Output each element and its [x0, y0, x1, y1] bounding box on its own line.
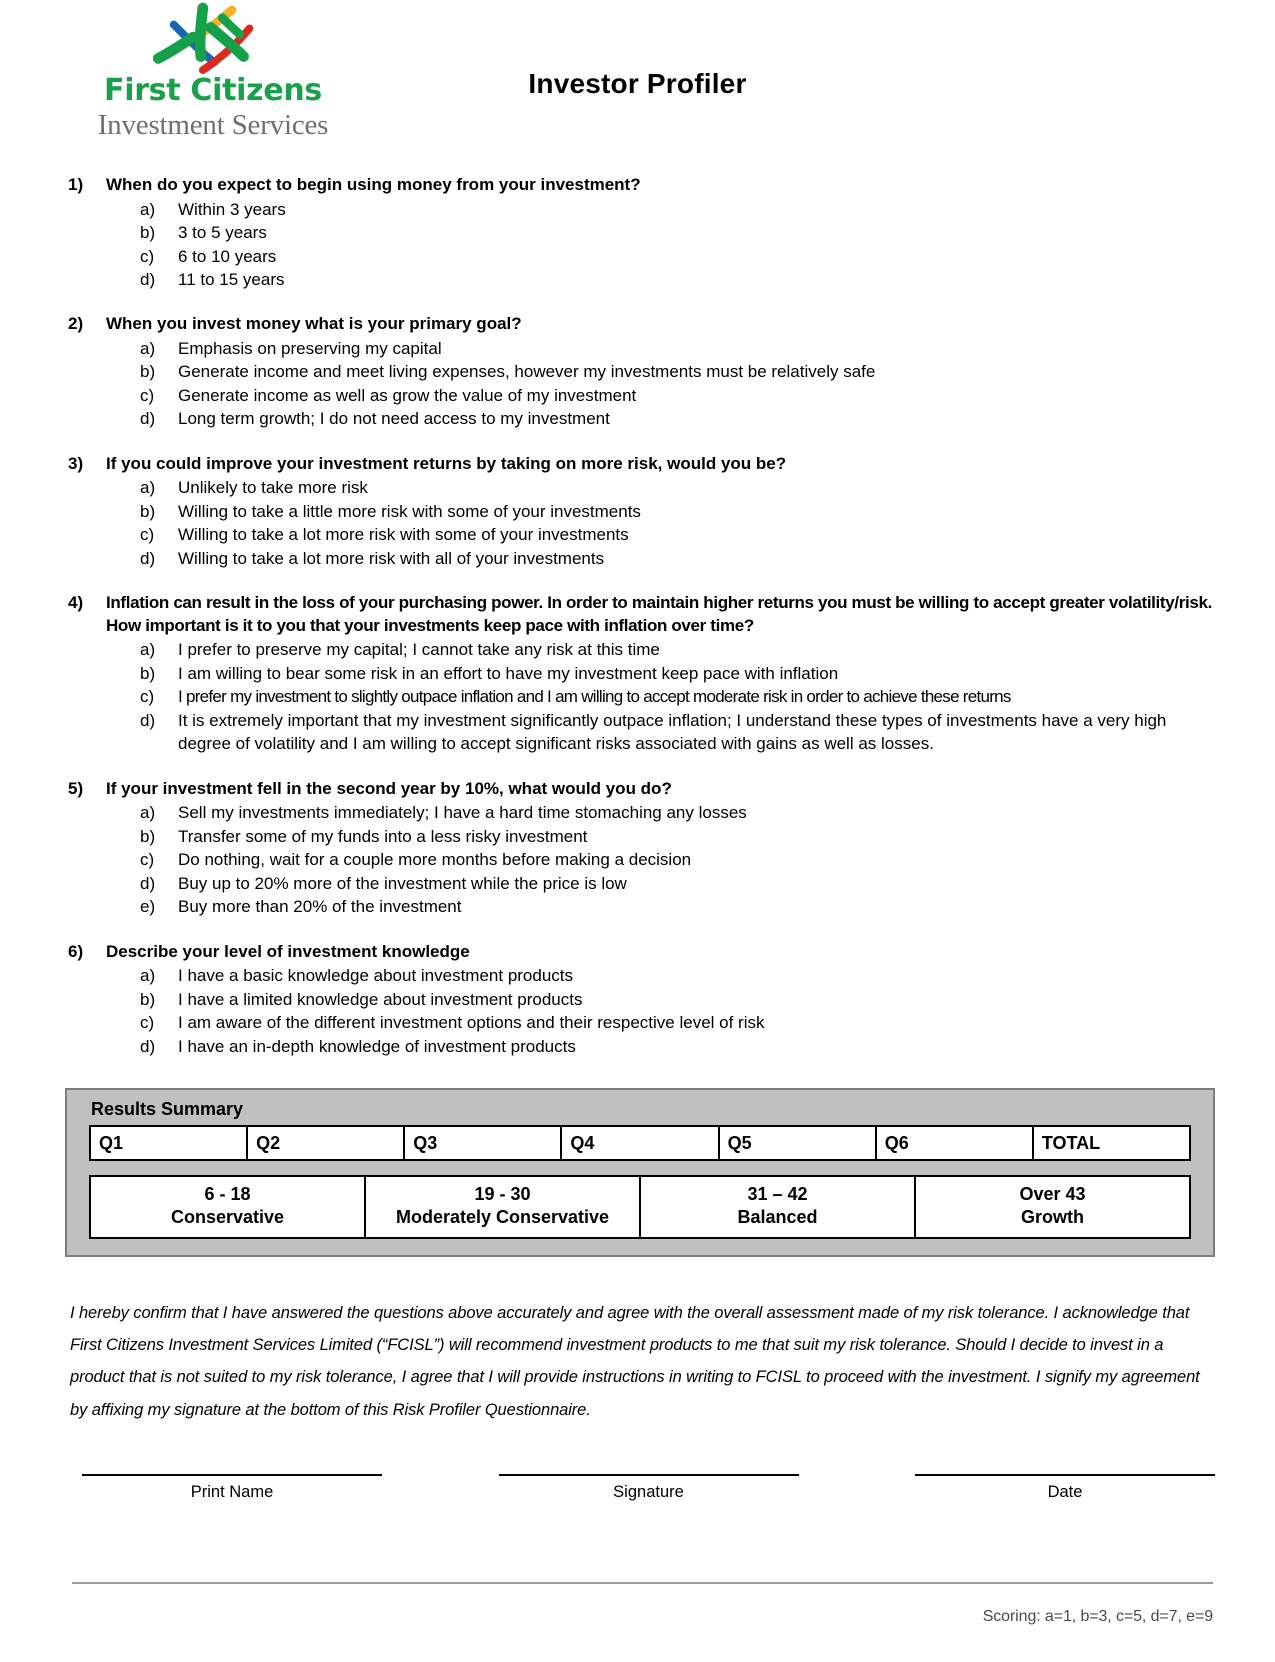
- option-letter: d): [140, 873, 156, 893]
- category-range: 6 - 18: [204, 1184, 251, 1205]
- option-text: Buy up to 20% more of the investment while the price is low: [178, 873, 627, 893]
- option-row[interactable]: [68, 825, 1215, 848]
- signature-line: [499, 1474, 799, 1476]
- option-list: [68, 964, 1215, 1058]
- option-text: Within 3 years: [178, 199, 286, 219]
- option-letter: c): [140, 1013, 155, 1033]
- option-text: Do nothing, wait for a couple more months before making a decision: [178, 850, 692, 870]
- question-block-4: [68, 592, 1215, 755]
- signature-row: [82, 1474, 1215, 1502]
- option-letter: a): [140, 339, 156, 359]
- score-header-total: TOTAL: [1033, 1126, 1190, 1160]
- score-header-q5: Q5: [719, 1126, 876, 1160]
- page-title: Investor Profiler: [528, 68, 747, 99]
- option-text: Unlikely to take more risk: [178, 478, 368, 498]
- signature-field-date[interactable]: [915, 1474, 1215, 1502]
- signature-field-signature[interactable]: [499, 1474, 799, 1502]
- option-text: I prefer my investment to slightly outpace inflation and I am willing to accept moderate risk in order to achieve these returns: [178, 687, 1011, 707]
- option-list: [68, 638, 1215, 755]
- option-letter: a): [140, 966, 156, 986]
- category-range: 31 – 42: [747, 1184, 808, 1205]
- question-block-2: [68, 313, 1215, 430]
- question-block-5: [68, 778, 1215, 919]
- option-row[interactable]: [68, 360, 1215, 383]
- question-text: Inflation can result in the loss of your purchasing power. In order to maintain higher returns you must be willing to accept greater volatility/risk. How important is it to you that your investments keep pace with inflation over time?: [106, 593, 1212, 635]
- question-block-6: [68, 941, 1215, 1058]
- option-row[interactable]: [68, 476, 1215, 499]
- question-number: 4): [68, 593, 84, 613]
- category-cell-conservative: [90, 1176, 365, 1238]
- option-row[interactable]: [68, 685, 1215, 708]
- option-text: Willing to take a little more risk with some of your investments: [178, 501, 641, 521]
- risk-category-table: [89, 1175, 1191, 1239]
- option-list: [68, 337, 1215, 431]
- option-letter: b): [140, 989, 156, 1009]
- questionnaire-body: [0, 174, 1275, 1058]
- option-row[interactable]: [68, 872, 1215, 895]
- question-number: 6): [68, 941, 84, 961]
- option-row[interactable]: [68, 198, 1215, 221]
- option-row[interactable]: [68, 895, 1215, 918]
- score-header-table: [89, 1125, 1191, 1161]
- option-letter: d): [140, 548, 156, 568]
- option-text: I have a basic knowledge about investment products: [178, 966, 574, 986]
- option-letter: d): [140, 1036, 156, 1056]
- option-letter: b): [140, 663, 156, 683]
- option-text: I have an in-depth knowledge of investment products: [178, 1036, 576, 1056]
- category-label: Conservative: [170, 1207, 285, 1228]
- category-range: Over 43: [1019, 1184, 1086, 1205]
- option-row[interactable]: [68, 709, 1215, 756]
- option-row[interactable]: [68, 384, 1215, 407]
- footer-divider: [72, 1582, 1213, 1584]
- score-header-q3: Q3: [404, 1126, 561, 1160]
- option-row[interactable]: [68, 662, 1215, 685]
- option-row[interactable]: [68, 221, 1215, 244]
- option-row[interactable]: [68, 964, 1215, 987]
- option-letter: d): [140, 710, 156, 730]
- option-letter: e): [140, 897, 156, 917]
- option-row[interactable]: [68, 523, 1215, 546]
- category-range: 19 - 30: [474, 1184, 531, 1205]
- option-row[interactable]: [68, 638, 1215, 661]
- option-row[interactable]: [68, 988, 1215, 1011]
- question-number: 3): [68, 453, 84, 473]
- option-row[interactable]: [68, 407, 1215, 430]
- table-spacer: [89, 1161, 1191, 1175]
- option-row[interactable]: [68, 337, 1215, 360]
- option-row[interactable]: [68, 268, 1215, 291]
- disclaimer-text: I hereby confirm that I have answered the questions above accurately and agree with the overall assessment made of my risk tolerance. I acknowledge that First Citizens Investment Services Limited (“FCISL”) will recommend investment products to me that suit my risk tolerance. Should I decide to invest in a product that is not suited to my risk tolerance, I agree that I will provide instructions in writing to FCISL to proceed with the investment. I signify my agreement by affixing my signature at the bottom of this Risk Profiler Questionnaire.: [70, 1304, 1200, 1419]
- option-row[interactable]: [68, 500, 1215, 523]
- score-header-q6: Q6: [876, 1126, 1033, 1160]
- option-text: Generate income as well as grow the value of my investment: [178, 385, 637, 405]
- option-text: Willing to take a lot more risk with all of your investments: [178, 548, 605, 568]
- question-number: 5): [68, 778, 84, 798]
- score-header-q1: Q1: [90, 1126, 247, 1160]
- category-label: Growth: [1021, 1207, 1084, 1228]
- option-letter: c): [140, 687, 155, 707]
- option-text: Generate income and meet living expenses, however my investments must be relatively safe: [178, 362, 876, 382]
- score-header-q2: Q2: [247, 1126, 404, 1160]
- category-cell-balanced: [640, 1176, 915, 1238]
- question-text: When you invest money what is your primary goal?: [106, 314, 522, 334]
- scoring-note: Scoring: a=1, b=3, c=5, d=7, e=9: [982, 1608, 1213, 1625]
- option-list: [68, 476, 1215, 570]
- option-text: Emphasis on preserving my capital: [178, 339, 442, 359]
- question-text: If you could improve your investment returns by taking on more risk, would you be?: [106, 453, 787, 473]
- document-header: [0, 0, 1275, 170]
- option-row[interactable]: [68, 1035, 1215, 1058]
- option-letter: d): [140, 269, 156, 289]
- brand-subtitle: Investment Services: [97, 109, 329, 141]
- score-header-q4: Q4: [561, 1126, 718, 1160]
- question-text: If your investment fell in the second year by 10%, what would you do?: [106, 778, 672, 798]
- option-letter: c): [140, 385, 155, 405]
- option-letter: a): [140, 478, 156, 498]
- option-text: 11 to 15 years: [178, 269, 285, 289]
- question-text: When do you expect to begin using money from your investment?: [106, 175, 641, 194]
- question-text: Describe your level of investment knowledge: [106, 941, 470, 961]
- category-label: Moderately Conservative: [395, 1207, 610, 1228]
- results-summary-title: Results Summary: [91, 1099, 244, 1120]
- question-block-3: [68, 453, 1215, 570]
- option-letter: a): [140, 640, 156, 660]
- option-letter: c): [140, 850, 155, 870]
- option-letter: d): [140, 409, 156, 429]
- question-number: 1): [68, 175, 84, 194]
- option-text: It is extremely important that my investment significantly outpace inflation; I understand these types of investments have a very high degree of volatility and I am willing to accept significant risks associated with gains as well as losses.: [178, 710, 1167, 754]
- category-cell-moderately-conservative: [365, 1176, 640, 1238]
- option-list: [68, 198, 1215, 292]
- option-text: Transfer some of my funds into a less risky investment: [178, 826, 588, 846]
- signature-label: Print Name: [190, 1482, 274, 1501]
- option-letter: b): [140, 362, 156, 382]
- option-letter: a): [140, 199, 156, 219]
- option-letter: c): [140, 525, 155, 545]
- option-letter: b): [140, 826, 156, 846]
- option-letter: b): [140, 223, 156, 243]
- option-list: [68, 801, 1215, 918]
- category-label: Balanced: [737, 1207, 818, 1228]
- option-row[interactable]: [68, 245, 1215, 268]
- option-row[interactable]: [68, 1011, 1215, 1034]
- option-text: I prefer to preserve my capital; I cannot take any risk at this time: [178, 640, 660, 660]
- signature-label: Date: [1047, 1482, 1083, 1501]
- category-cell-growth: [915, 1176, 1190, 1238]
- option-letter: c): [140, 246, 155, 266]
- question-number: 2): [68, 314, 84, 334]
- option-text: I am willing to bear some risk in an effort to have my investment keep pace with inflation: [178, 663, 839, 683]
- option-letter: b): [140, 501, 156, 521]
- option-row[interactable]: [68, 848, 1215, 871]
- option-text: Sell my investments immediately; I have a hard time stomaching any losses: [178, 803, 747, 823]
- option-text: 3 to 5 years: [178, 223, 267, 243]
- option-text: Buy more than 20% of the investment: [178, 897, 462, 917]
- signature-field-print-name[interactable]: [82, 1474, 382, 1502]
- option-text: I have a limited knowledge about investment products: [178, 989, 583, 1009]
- signature-line: [915, 1474, 1215, 1476]
- option-row[interactable]: [68, 547, 1215, 570]
- table-row: [90, 1176, 1190, 1238]
- brand-name: First Citizens: [104, 73, 322, 108]
- option-row[interactable]: [68, 801, 1215, 824]
- signature-label: Signature: [613, 1482, 684, 1501]
- option-text: Willing to take a lot more risk with some of your investments: [178, 525, 629, 545]
- table-row: [90, 1126, 1190, 1160]
- results-summary-panel: [65, 1088, 1215, 1257]
- option-text: 6 to 10 years: [178, 246, 277, 266]
- signature-line: [82, 1474, 382, 1476]
- question-block-1: [68, 174, 1215, 291]
- option-text: Long term growth; I do not need access to my investment: [178, 409, 610, 429]
- option-text: I am aware of the different investment options and their respective level of risk: [178, 1013, 765, 1033]
- option-letter: a): [140, 803, 156, 823]
